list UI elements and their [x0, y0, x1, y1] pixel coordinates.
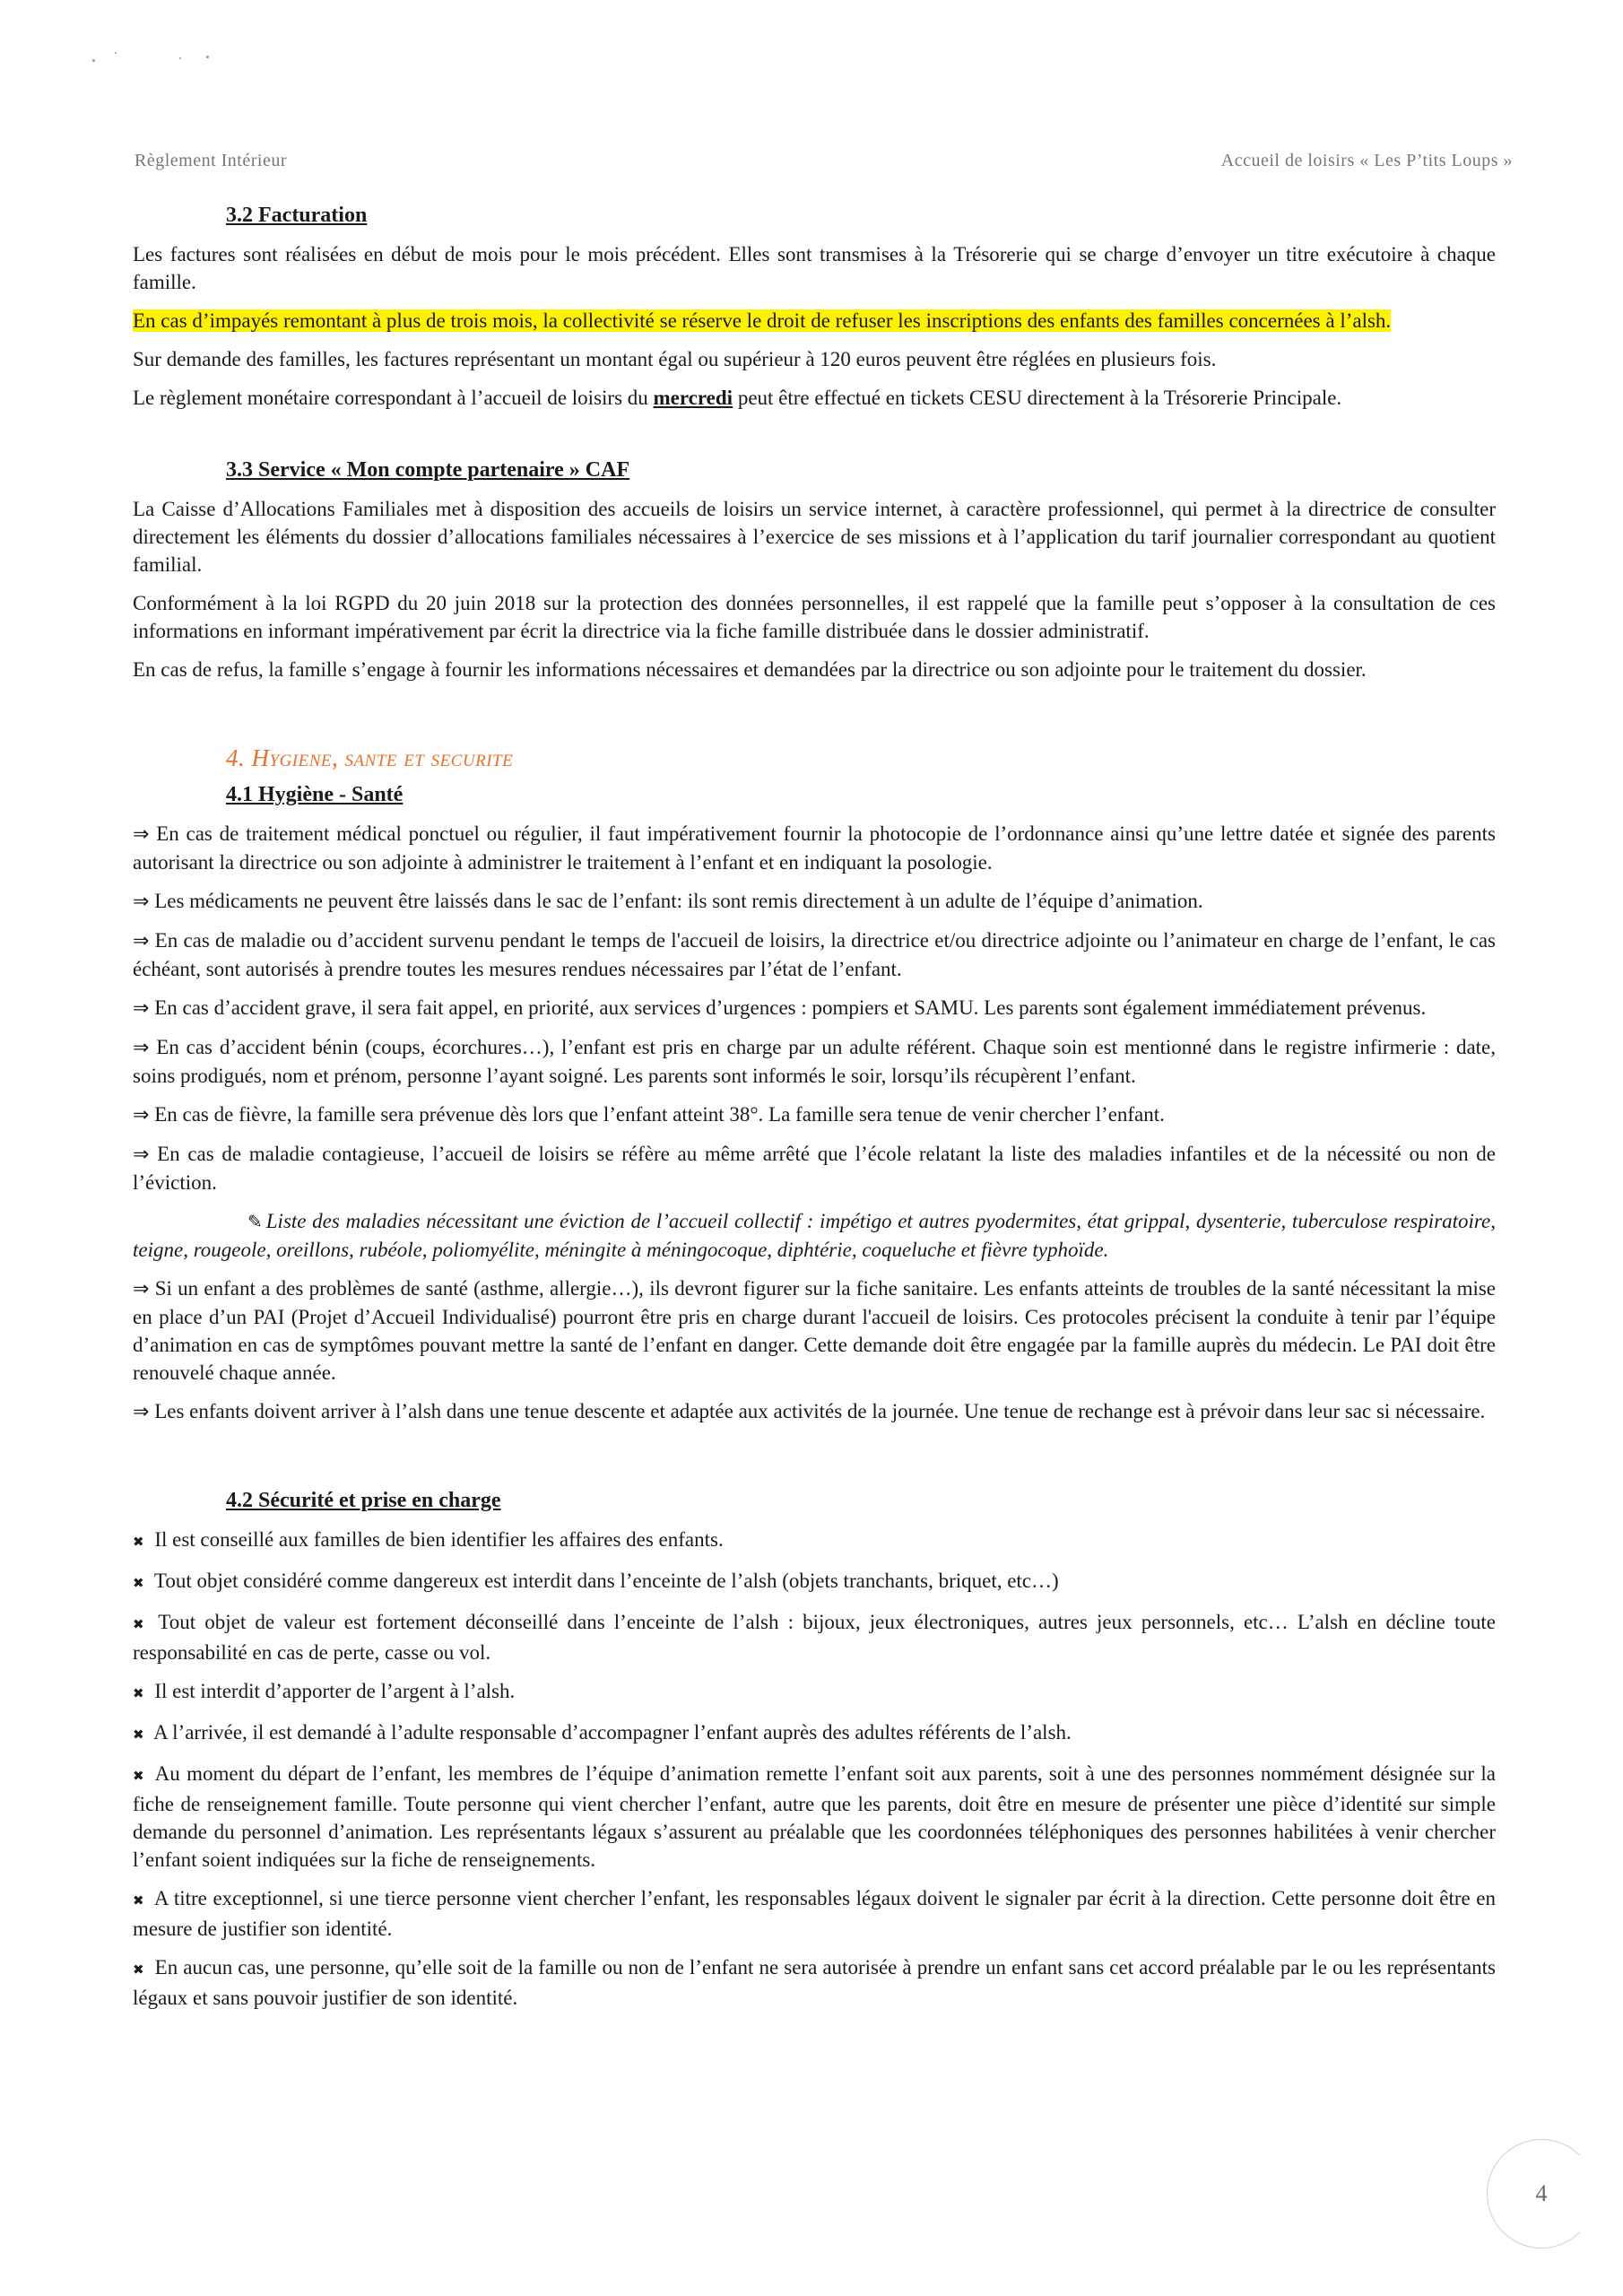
scan-speck	[206, 56, 209, 58]
cross-bullet-icon: ✖	[133, 1892, 144, 1909]
disease-list-note	[133, 1207, 1496, 1264]
list-item	[133, 994, 1496, 1022]
paragraph: Les factures sont réalisées en début de mois pour le mois précédent. Elles sont transmises à la Trésorerie qui se charge d’envoyer un titre exécutoire à chaque famille.	[133, 243, 1496, 293]
list-item	[133, 1033, 1496, 1090]
list-item-text: En aucun cas, une personne, qu’elle soit de la famille ou non de l’enfant ne sera autorisée à prendre un enfant sans cet accord préalable par le ou les représentants légaux et sans pouvoir justifier de son identité.	[133, 1956, 1497, 2009]
section-4-title: 4. Hygiene, sante et securite	[226, 744, 514, 771]
arrow-right-icon: ⇒	[133, 891, 150, 913]
list-item	[133, 1397, 1496, 1426]
list-item-text: Les médicaments ne peuvent être laissés dans le sac de l’enfant: ils sont remis directement à un adulte de l’équipe d’animation.	[154, 890, 1203, 912]
cross-bullet-icon: ✖	[133, 1961, 144, 1978]
scan-speck	[92, 59, 95, 62]
section-3-3-title: 3.3 Service « Mon compte partenaire » CAF	[226, 458, 630, 482]
list-item-text: Il est conseillé aux familles de bien identifier les affaires des enfants.	[154, 1528, 724, 1551]
list-item-text: Les enfants doivent arriver à l’alsh dans une tenue descente et adaptée aux activités de la journée. Une tenue de rechange est à prévoir dans leur sac si nécessaire.	[154, 1400, 1486, 1422]
paragraph	[133, 384, 1496, 412]
cross-bullet-icon: ✖	[133, 1726, 144, 1743]
arrow-right-icon: ⇒	[133, 1144, 150, 1166]
list-item-text: En cas d’accident grave, il sera fait appel, en priorité, aux services d’urgences : pompiers et SAMU. Les parents sont également immédiatement prévenus.	[154, 996, 1427, 1019]
section-4-2-title: 4.2 Sécurité et prise en charge	[226, 1489, 501, 1512]
list-item	[133, 1274, 1496, 1387]
list-item	[133, 1567, 1496, 1597]
arrow-right-icon: ⇒	[133, 997, 150, 1020]
arrow-right-icon: ⇒	[133, 1037, 150, 1059]
list-item-text: En cas de maladie contagieuse, l’accueil de loisirs se réfère au même arrêté que l’école relatant la liste des maladies infantiles et de la nécessité ou non de l’éviction.	[133, 1143, 1497, 1194]
health-list	[133, 820, 1496, 1196]
list-item	[133, 1677, 1496, 1708]
page-number: 4	[1487, 2139, 1596, 2248]
paragraph: En cas de refus, la famille s’engage à fournir les informations nécessaires et demandées par la directrice ou son adjointe pour le traitement du dossier.	[133, 658, 1367, 681]
list-item	[133, 1140, 1496, 1196]
cross-bullet-icon: ✖	[133, 1534, 144, 1550]
paragraph: La Caisse d’Allocations Familiales met à disposition des accueils de loisirs un service internet, à caractère professionnel, qui permet à la directrice de consulter directement les éléments du dossier d’allocations familiales nécessaires à l’exercice de ses missions et à l’application du tarif journalier correspondant au quotient familial.	[133, 498, 1496, 576]
section-3-2-title: 3.2 Facturation	[226, 204, 368, 227]
emphasis-mercredi: mercredi	[653, 387, 733, 409]
page-content	[133, 202, 1496, 2022]
highlight: En cas d’impayés remontant à plus de trois mois, la collectivité se réserve le droit de refuser les inscriptions des enfants des familles concernées à l’alsh.	[133, 309, 1392, 332]
arrow-right-icon: ⇒	[133, 1401, 150, 1423]
arrow-right-icon: ⇒	[133, 1278, 150, 1300]
security-list	[133, 1526, 1496, 2012]
list-item	[133, 1760, 1496, 1874]
list-item	[133, 1718, 1496, 1749]
scan-speck	[179, 57, 181, 59]
text-run: peut être effectué en tickets CESU directement à la Trésorerie Principale.	[733, 387, 1342, 409]
cross-bullet-icon: ✖	[133, 1685, 144, 1701]
list-item-text: Tout objet de valeur est fortement déconseillé dans l’enceinte de l’alsh : bijoux, jeux électroniques, autres jeux personnels, etc… L’alsh en décline toute responsabilité en cas de perte, casse ou vol.	[133, 1611, 1496, 1664]
list-item-text: A titre exceptionnel, si une tierce personne vient chercher l’enfant, les responsables légaux doivent le signaler par écrit à la direction. Cette personne doit être en mesure de justifier son identité.	[133, 1887, 1497, 1940]
list-item-text: En cas de fièvre, la famille sera prévenue dès lors que l’enfant atteint 38°. La famille sera tenue de venir chercher l’enfant.	[154, 1103, 1165, 1126]
list-item-text: En cas d’accident bénin (coups, écorchures…), l’enfant est pris en charge par un adulte référent. Chaque soin est mentionné dans le registre infirmerie : date, soins prodigués, nom et prénom, personne l’ayant soigné. Les parents sont informés le soir, lorsqu’ils récupèrent l’enfant.	[133, 1036, 1497, 1087]
list-item-text: Il est interdit d’apporter de l’argent à l’alsh.	[154, 1680, 516, 1702]
scan-speck	[115, 52, 117, 54]
section-4-1-title: 4.1 Hygiène - Santé	[226, 783, 404, 806]
list-item	[133, 926, 1496, 983]
arrow-right-icon: ⇒	[133, 1104, 150, 1126]
list-item	[133, 1100, 1496, 1129]
cross-bullet-icon: ✖	[133, 1768, 144, 1784]
arrow-right-icon: ⇒	[133, 823, 150, 846]
paragraph-highlighted	[133, 307, 1496, 335]
paragraph: Conformément à la loi RGPD du 20 juin 2018 sur la protection des données personnelles, il est rappelé que la famille peut s’opposer à la consultation de ces informations en informant impérativement par écrit la directrice via la fiche famille distribuée dans le dossier administratif.	[133, 592, 1496, 642]
list-item-text: En cas de traitement médical ponctuel ou régulier, il faut impérativement fournir la photocopie de l’ordonnance ainsi qu’une lettre datée et signée des parents autorisant la directrice ou son adjointe à administrer le traitement à l’enfant et en indiquant la posologie.	[133, 822, 1497, 874]
list-item	[133, 1953, 1496, 2012]
list-item-text: En cas de maladie ou d’accident survenu pendant le temps de l'accueil de loisirs, la directrice et/ou directrice adjointe ou l’animateur en charge de l’enfant, le cas échéant, sont autorisés à prendre toutes les mesures rendues nécessaires par l’état de l’enfant.	[133, 929, 1496, 980]
pencil-icon: ✎	[247, 1211, 263, 1232]
paragraph: Sur demande des familles, les factures représentant un montant égal ou supérieur à 120 euros peuvent être réglées en plusieurs fois.	[133, 348, 1217, 370]
list-item	[133, 1884, 1496, 1943]
list-item-text: Tout objet considéré comme dangereux est interdit dans l’enceinte de l’alsh (objets tranchants, briquet, etc…)	[153, 1570, 1059, 1592]
arrow-right-icon: ⇒	[133, 930, 150, 952]
list-item-text: Si un enfant a des problèmes de santé (asthme, allergie…), ils devront figurer sur la fiche sanitaire. Les enfants atteints de troubles de la santé nécessitant la mise en place d’un PAI (Projet d’Accueil Individualisé) pourront être pris en charge durant l'accueil de loisirs. Ces protocoles précisent la conduite à tenir par l’équipe d’animation en cas de symptômes pouvant mettre la santé de l’enfant en danger. Cette demande doit être engagée par la famille auprès du médecin. Le PAI doit être renouvelé chaque année.	[133, 1277, 1497, 1384]
list-item-text: A l’arrivée, il est demandé à l’adulte responsable d’accompagner l’enfant auprès des adultes référents de l’alsh.	[153, 1721, 1072, 1744]
text-run: Le règlement monétaire correspondant à l’accueil de loisirs du	[133, 387, 654, 409]
cross-bullet-icon: ✖	[133, 1575, 144, 1591]
list-item-text: Au moment du départ de l’enfant, les membres de l’équipe d’animation remette l’enfant soit aux parents, soit à une des personnes nommément désignée sur la fiche de renseignement famille. Toute personne qui vient chercher l’enfant, autre que les parents, doit être en mesure de présenter une pièce d’identité sur simple demande du personnel d’animation. Les représentants légaux s’assurent au préalable que les coordonnées téléphoniques des personnes habilitées à venir chercher l’enfant soient indiquées sur la fiche de renseignements.	[133, 1762, 1496, 1871]
list-item	[133, 887, 1496, 916]
note-text: Liste des maladies nécessitant une éviction de l’accueil collectif : impétigo et autres pyodermites, état grippal, dysenterie, tuberculose respiratoire, teigne, rougeole, oreillons, rubéole, poliomyélite, méningite à méningocoque, diphtérie, coqueluche et fièvre typhoïde.	[133, 1210, 1496, 1261]
health-list-continued	[133, 1274, 1496, 1426]
header-left: Règlement Intérieur	[135, 151, 287, 170]
list-item	[133, 1526, 1496, 1556]
header-right: Accueil de loisirs « Les P’tits Loups »	[1220, 151, 1513, 170]
list-item	[133, 1608, 1496, 1666]
cross-bullet-icon: ✖	[133, 1616, 144, 1632]
list-item	[133, 820, 1496, 876]
